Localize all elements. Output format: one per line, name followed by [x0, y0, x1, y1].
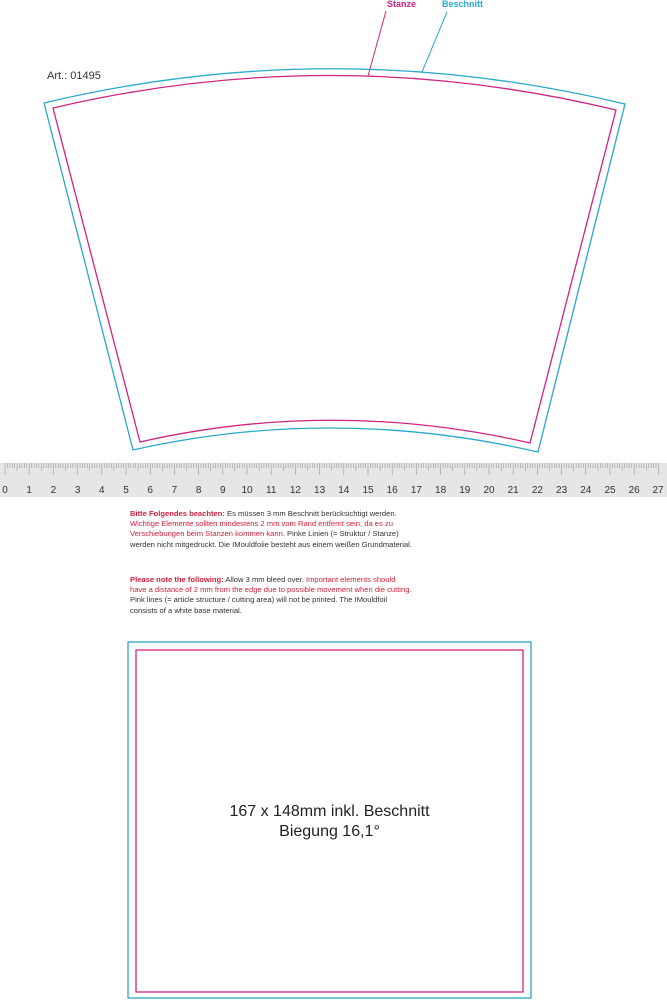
ruler-number: 10	[241, 485, 253, 496]
notes-en-text2: Pink lines (= article structure / cutting area) will not be printed. The IMouldfoil consists of a white base material.	[130, 595, 388, 615]
cm-ruler	[0, 463, 667, 497]
ruler-number: 19	[459, 485, 471, 496]
notes-de-text2: Pinke Linien (= Struktur / Stanze) werden nicht mitgedruckt. Die IMouldfolie besteht aus einem weißen Grundmaterial.	[130, 529, 412, 549]
ruler-number: 3	[74, 485, 81, 496]
ruler-number: 8	[195, 485, 202, 496]
beschnitt-leader-line	[422, 12, 447, 72]
ruler-number: 4	[99, 485, 105, 496]
notes-de-heading: Bitte Folgendes beachten:	[130, 509, 225, 518]
ruler-number: 5	[123, 485, 129, 496]
ruler-number: 22	[531, 485, 543, 496]
ruler-number: 16	[386, 485, 398, 496]
ruler-number: 25	[604, 485, 616, 496]
ruler-number: 15	[362, 485, 374, 496]
notes-en-text1: Allow 3 mm bleed over.	[223, 575, 306, 584]
cup-template-drawing	[0, 0, 667, 460]
notes-german	[130, 509, 414, 550]
notes-de-red: Wichtige Elemente sollten mindestens 2 mm vom Rand entfernt sein, da es zu Verschiebungen beim Stanzen kommen kann.	[130, 519, 393, 539]
ruler-number: 13	[314, 485, 326, 496]
template-bend: Biegung 16,1°	[279, 823, 380, 840]
ruler-number: 0	[2, 485, 8, 496]
article-number: Art.: 01495	[47, 70, 101, 82]
cut-outline	[53, 75, 616, 443]
ruler-number: 23	[556, 485, 568, 496]
template-dimensions: 167 x 148mm inkl. Beschnitt	[229, 803, 430, 820]
ruler-number: 26	[628, 485, 640, 496]
ruler-number: 11	[266, 485, 277, 496]
beschnitt-label: Beschnitt	[442, 0, 484, 9]
stanze-label: Stanze	[387, 0, 417, 9]
ruler-number: 14	[338, 485, 350, 496]
notes-en-red: Important elements should have a distance of 2 mm from the edge due to possible movement when die cutting.	[130, 575, 412, 595]
notes-english	[130, 575, 414, 616]
stanze-leader-line	[368, 11, 386, 76]
ruler-number: 21	[507, 485, 519, 496]
ruler-number: 20	[483, 485, 495, 496]
notes-en-heading: Please note the following:	[130, 575, 224, 584]
ruler-number: 18	[435, 485, 447, 496]
ruler-number: 27	[652, 485, 664, 496]
notes-de-text1: Es müssen 3 mm Beschnitt berücksichtigt werden.	[224, 509, 397, 518]
ruler-number: 6	[147, 485, 153, 496]
ruler-number: 9	[220, 485, 226, 496]
ruler-number: 12	[289, 485, 301, 496]
ruler-number: 7	[171, 485, 178, 496]
ruler-number: 2	[50, 485, 57, 496]
bleed-outline	[44, 69, 625, 452]
ruler-number: 24	[580, 485, 592, 496]
ruler-number: 17	[410, 485, 422, 496]
ruler-number: 1	[26, 485, 32, 496]
